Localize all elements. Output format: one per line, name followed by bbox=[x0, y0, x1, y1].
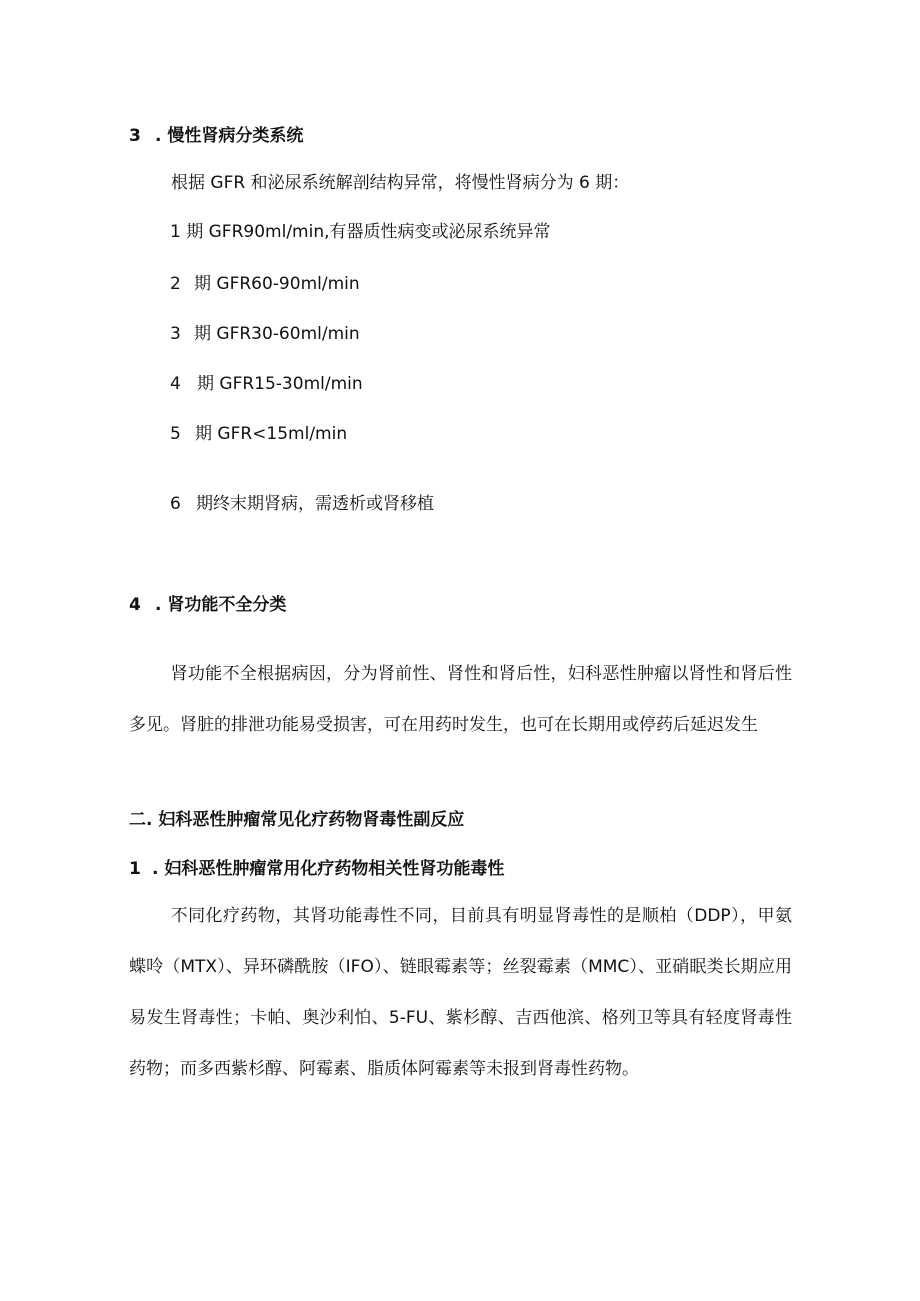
stage-1-number: 1 bbox=[170, 222, 181, 242]
section-3-title: . 慢性肾病分类系统 bbox=[155, 126, 304, 146]
section-4-title: . 肾功能不全分类 bbox=[155, 595, 287, 615]
subsection-1-title: . 妇科恶性肿瘤常用化疗药物相关性肾功能毒性 bbox=[152, 859, 505, 879]
stage-5-number: 5 bbox=[170, 424, 181, 444]
stage-2 bbox=[170, 272, 360, 296]
stage-5-text: 期 GFR<15ml∕min bbox=[195, 424, 348, 444]
stage-4 bbox=[170, 372, 363, 396]
stage-3-number: 3 bbox=[170, 324, 181, 344]
section-4-number: 4 bbox=[129, 595, 141, 615]
stage-2-text: 期 GFR60-90ml∕min bbox=[194, 274, 360, 294]
stage-3 bbox=[170, 322, 360, 346]
section-3-heading bbox=[129, 124, 303, 148]
stage-4-number: 4 bbox=[170, 374, 181, 394]
stage-1-text: 期 GFR90ml∕min,有器质性病变或泌尿系统异常 bbox=[186, 222, 551, 242]
stage-2-number: 2 bbox=[170, 274, 181, 294]
stage-6-number: 6 bbox=[170, 494, 181, 514]
stage-3-text: 期 GFR30-60ml∕min bbox=[194, 324, 360, 344]
stage-6 bbox=[170, 492, 434, 516]
section-ii-heading: 二. 妇科恶性肿瘤常见化疗药物肾毒性副反应 bbox=[129, 810, 465, 830]
stage-6-text: 期终末期肾病，需透析或肾移植 bbox=[196, 494, 434, 514]
subsection-1-heading bbox=[129, 857, 504, 881]
subsection-1-paragraph: 不同化疗药物，其肾功能毒性不同，目前具有明显肾毒性的是顺柏（DDP），甲氨蝶呤（MTX）、异环磷酰胺（IFO）、链眼霉素等；丝裂霉素（MMC）、亚硝眠类长期应用易发生肾毒性；卡帕、奥沙利怕、5-FU、紫杉醇、吉西他滨、格列卫等具有轻度肾毒性药物；而多西紫杉醇、阿霉素、脂质体阿霉素等未报到肾毒性药物。 bbox=[129, 906, 792, 1079]
stage-5 bbox=[170, 422, 347, 446]
stage-1 bbox=[170, 220, 551, 244]
section-4-paragraph: 肾功能不全根据病因，分为肾前性、肾性和肾后性，妇科恶性肿瘤以肾性和肾后性多见。肾脏的排泄功能易受损害，可在用药时发生，也可在长期用或停药后延迟发生 bbox=[129, 664, 792, 735]
subsection-1-number: 1 bbox=[129, 859, 141, 879]
section-4-heading bbox=[129, 593, 286, 617]
section-3-intro: 根据 GFR 和泌尿系统解剖结构异常，将慢性肾病分为 6 期： bbox=[171, 173, 630, 193]
section-3-number: 3 bbox=[129, 126, 141, 146]
stage-4-text: 期 GFR15-30ml∕min bbox=[197, 374, 363, 394]
